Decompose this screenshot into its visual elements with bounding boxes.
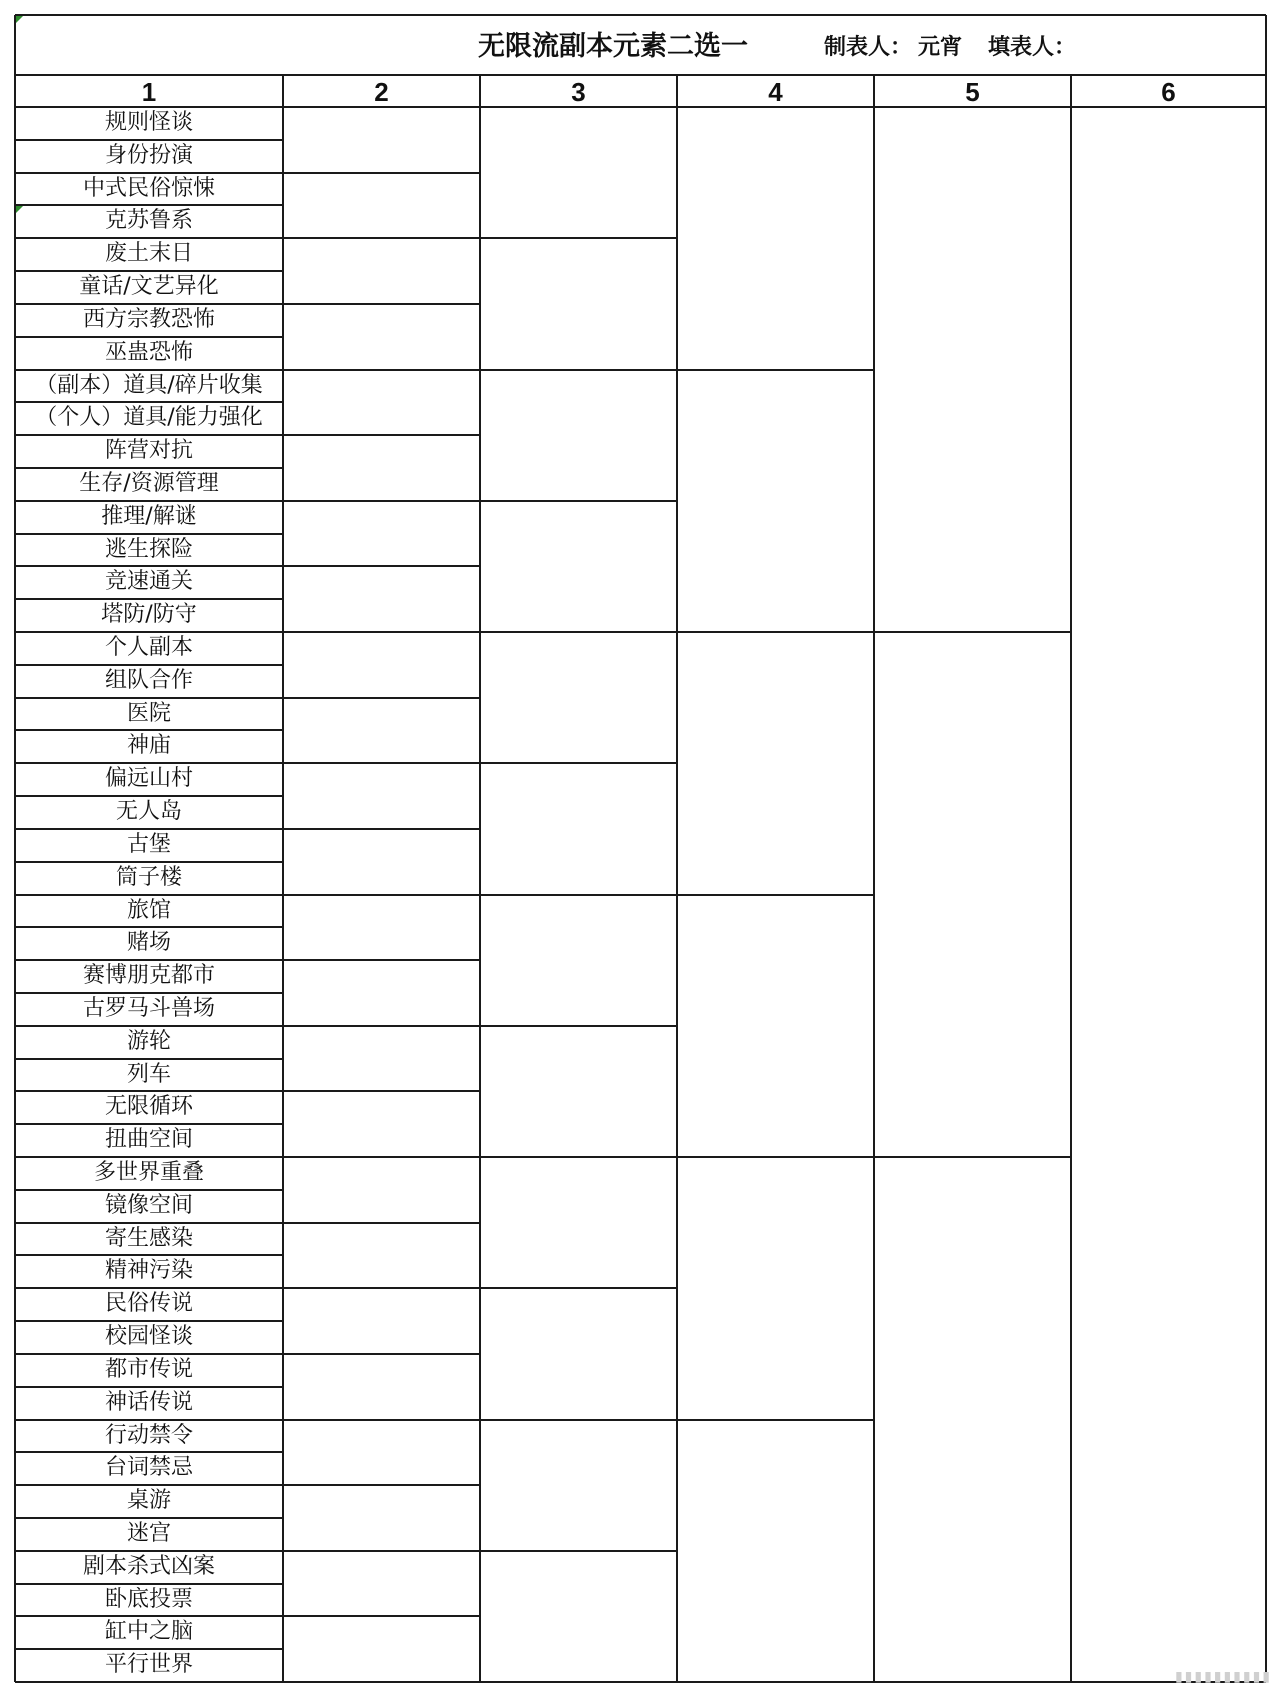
element-cell: 列车 [126, 1061, 171, 1087]
element-cell: 逃生探险 [104, 536, 193, 562]
element-cell: 校园怪谈 [104, 1324, 193, 1350]
element-cell: （副本）道具/碎片收集 [35, 372, 263, 398]
round-3-slot[interactable] [480, 1288, 677, 1419]
element-cell: 都市传说 [104, 1356, 193, 1382]
round-2-slot[interactable] [283, 435, 480, 501]
sheet-title: 无限流副本元素二选一 [478, 31, 748, 62]
round-2-slot[interactable] [283, 1157, 480, 1223]
round-2-slot[interactable] [283, 632, 480, 698]
element-cell: 筒子楼 [115, 864, 182, 890]
element-cell: 医院 [126, 700, 171, 726]
round-2-slot[interactable] [283, 1616, 480, 1682]
round-2-slot[interactable] [283, 304, 480, 370]
round-2-slot[interactable] [283, 1223, 480, 1289]
element-cell: 塔防/防守 [101, 602, 197, 628]
round-2-slot[interactable] [283, 1485, 480, 1551]
element-cell: 推理/解谜 [101, 503, 197, 529]
round-2-slot[interactable] [283, 1354, 480, 1420]
element-cell: 神话传说 [104, 1389, 193, 1415]
round-2-slot[interactable] [283, 107, 480, 173]
element-cell: 迷宫 [126, 1520, 171, 1546]
round-3-slot[interactable] [480, 1026, 677, 1157]
round-4-slot[interactable] [677, 370, 874, 633]
round-2-slot[interactable] [283, 960, 480, 1026]
element-cell: 中式民俗惊悚 [82, 175, 215, 201]
round-4-slot[interactable] [677, 1420, 874, 1683]
round-header-1: 1 [141, 77, 157, 107]
element-cell: 生存/资源管理 [79, 470, 219, 496]
element-cell: 扭曲空间 [104, 1127, 193, 1153]
element-cell: 克苏鲁系 [104, 208, 193, 234]
element-cell: 巫蛊恐怖 [104, 339, 193, 365]
element-cell: 个人副本 [104, 635, 193, 660]
round-2-slot[interactable] [283, 829, 480, 895]
round-4-slot[interactable] [677, 895, 874, 1158]
element-cell: 组队合作 [104, 667, 193, 693]
round-2-slot[interactable] [283, 698, 480, 764]
element-cell: 民俗传说 [104, 1291, 193, 1317]
cell-note-marker-icon [16, 206, 23, 213]
element-cell: 无限循环 [104, 1094, 193, 1120]
element-cell: 游轮 [126, 1028, 171, 1054]
element-cell: 台词禁忌 [104, 1455, 193, 1481]
round-5-slot[interactable] [874, 107, 1071, 632]
element-cell: 寄生感染 [104, 1225, 193, 1251]
round-3-slot[interactable] [480, 501, 677, 632]
element-cell: 赛博朋克都市 [82, 963, 215, 989]
element-cell: 缸中之脑 [104, 1619, 193, 1645]
round-3-slot[interactable] [480, 1157, 677, 1288]
maker-name: 元宵 [918, 35, 963, 60]
element-cell: 卧底投票 [104, 1586, 193, 1612]
round-2-slot[interactable] [283, 1026, 480, 1092]
round-5-slot[interactable] [874, 632, 1071, 1157]
round-3-slot[interactable] [480, 238, 677, 369]
element-cell: 规则怪谈 [104, 110, 193, 135]
element-cell: 赌场 [126, 930, 171, 956]
element-cell: 废土末日 [104, 241, 193, 267]
element-cell: 平行世界 [104, 1652, 193, 1678]
round-3-slot[interactable] [480, 763, 677, 894]
round-header-3: 3 [571, 77, 586, 107]
element-cell: （个人）道具/能力强化 [35, 405, 263, 431]
element-cell: 身份扮演 [104, 142, 193, 168]
element-cell: 行动禁令 [104, 1422, 193, 1448]
element-cell: 旅馆 [126, 897, 171, 923]
element-cell: 剧本杀式凶案 [82, 1553, 215, 1579]
round-4-slot[interactable] [677, 1157, 874, 1420]
round-header-5: 5 [965, 77, 980, 107]
round-2-slot[interactable] [283, 238, 480, 304]
round-2-slot[interactable] [283, 1420, 480, 1486]
round-2-slot[interactable] [283, 566, 480, 632]
filler-label: 填表人： [988, 35, 1077, 60]
round-3-slot[interactable] [480, 1551, 677, 1682]
element-cell: 桌游 [126, 1488, 171, 1514]
round-5-slot[interactable] [874, 1157, 1071, 1682]
round-2-slot[interactable] [283, 1551, 480, 1617]
round-2-slot[interactable] [283, 1091, 480, 1157]
round-2-slot[interactable] [283, 763, 480, 829]
element-cell: 童话/文艺异化 [79, 274, 219, 300]
round-4-slot[interactable] [677, 632, 874, 895]
round-3-slot[interactable] [480, 1420, 677, 1551]
round-2-slot[interactable] [283, 895, 480, 961]
round-4-slot[interactable] [677, 107, 874, 370]
round-2-slot[interactable] [283, 501, 480, 567]
round-2-slot[interactable] [283, 370, 480, 436]
frame-top [15, 14, 1266, 16]
element-cell: 古堡 [126, 831, 171, 857]
element-cell: 竞速通关 [104, 569, 193, 595]
round-3-slot[interactable] [480, 370, 677, 501]
element-cell: 古罗马斗兽场 [82, 995, 215, 1021]
round-2-slot[interactable] [283, 173, 480, 239]
cell-note-marker-icon [16, 16, 23, 23]
element-cell: 偏远山村 [104, 766, 193, 792]
round-2-slot[interactable] [283, 1288, 480, 1354]
round-3-slot[interactable] [480, 632, 677, 763]
element-cell: 无人岛 [115, 799, 182, 825]
round-3-slot[interactable] [480, 107, 677, 238]
round-header-4: 4 [768, 77, 783, 107]
element-cell: 阵营对抗 [104, 438, 193, 464]
element-cell: 精神污染 [104, 1258, 193, 1284]
round-header-6: 6 [1161, 77, 1176, 107]
maker-label: 制表人： [824, 35, 913, 60]
element-cell: 西方宗教恐怖 [82, 306, 215, 332]
element-cell: 神庙 [126, 733, 171, 759]
element-cell: 多世界重叠 [93, 1160, 204, 1185]
round-3-slot[interactable] [480, 895, 677, 1026]
watermark-mark: ▮▮▮▮▮▮▮▮▮▮ [1174, 1669, 1272, 1685]
round-6-slot[interactable] [1071, 107, 1266, 1682]
element-cell: 镜像空间 [104, 1192, 193, 1218]
round-header-2: 2 [374, 77, 389, 107]
